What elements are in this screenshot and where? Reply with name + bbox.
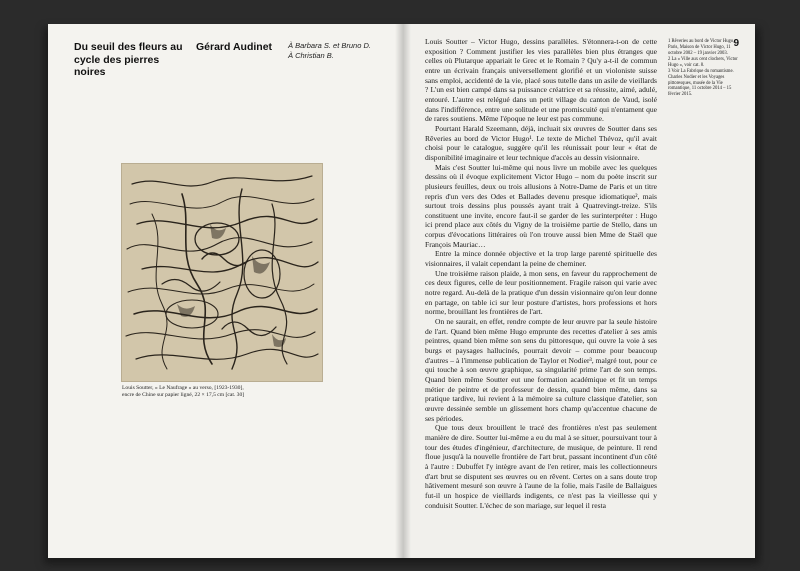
footnote: 2 La « Ville aux cent clochers, Victor Hugo », voir cat. 8. — [668, 56, 738, 68]
figure-caption — [122, 385, 337, 399]
caption-line: encre de Chine sur papier ligné, 22 × 17,5 cm [cat. 30] — [122, 392, 245, 399]
essay-body — [425, 37, 657, 510]
paragraph: Mais c'est Soutter lui-même qui nous livre un mobile avec les quelques dessins où il évoque explicitement Victor Hugo – nom du poète inscrit sur plusieurs feuilles, deux ou trois allusions à Notre-Dame de Paris et un titre repris d'un vers des Odes et Ballades devenu presque idiomatique², mais surtout trois dessins plus poussés ayant trait à Quatrevingt-treize. S'ils constituent une invite, encore faut-il se garder de les surinterpréter : Hugo ici prend place aux côtés du Vigny de la troisième partie de Stello, dans un corpus d'évocations littéraires où l'on trouve aussi bien Mme de Staël que François Mauriac… — [425, 162, 657, 249]
paragraph: Que tous deux brouillent le tracé des frontières n'est pas seulement manière de dire. Soutter lui-même a eu du mal à se situer, poursuivant tour à tour des études d'ingénieur, d'architecture, de musique, de peinture. Il rend floue jusqu'à la nouvelle frontière de l'art brut, passant incontinent d'un côté à l'autre : Dubuffet l'y intègre avant de l'en retirer, mais les collectionneurs d'art brut se disputent ses œuvres ou en rêvent. Certes on a sans doute trop hâtivement mesuré son œuvre à l'aune de la folie, mais l'asile de Ballaigues fut-il un hospice de vieillards indigents, ce n'est pas la vieillesse qui y conduisit Soutter. L'échec de son mariage, sur lequel il resta — [425, 423, 657, 510]
dedication-line: À Christian B. — [288, 50, 334, 60]
paragraph: Pourtant Harald Szeemann, déjà, incluait six œuvres de Soutter dans ses Rêveries au bord de Victor Hugo¹. Le texte de Michel Thévoz, qu'il avait choisi pour le catalogue, suggère qu'il les réunissait pour leur « état de disponibilité imaginaire et leur technique d'accès au dessin visionnaire. — [425, 123, 657, 162]
ink-drawing-illustration — [122, 164, 322, 381]
paragraph: On ne saurait, en effet, rendre compte de leur œuvre par la seule histoire de l'art. Quand bien même Hugo emprunte des recettes d'atelier à ses amis peintres, quand bien même son sens du pittoresque, qui ouvre la voie à ses burgs et paysages hallucinés, pourrait devoir – comme pour beaucoup d'autres – à l'immense publication de Taylor et Nodier³, malgré tout, pour ce qui touche à son œuvre graphique, sa singularité prime l'art de son temps. Quand bien même Soutter eut une formation académique et fit un temps métier de peintre et de professeur de dessin, quand bien même, dans sa pratique tardive, lui revient à la mémoire sa culture classique d'atelier, son œuvre dessinée semble un glissement hors champ qu'accentue chacune de ses périodes. — [425, 317, 657, 423]
dedication — [288, 41, 398, 60]
drawing-image — [122, 164, 322, 381]
left-page — [48, 24, 403, 558]
paragraph: Une troisième raison plaide, à mon sens, en faveur du rapprochement de ces deux figures, celle de leur positionnement. Fragile raison qui varie avec notre regard. Au-delà de la pratique d'un dessin visionnaire qu'on leur donne en partage, on table ici sur leur posture d'artistes, hors professions et hors norme, brouillant les frontières de l'art. — [425, 268, 657, 317]
author-name: Gérard Audinet — [196, 41, 273, 53]
footnotes — [668, 39, 742, 98]
caption-line: Louis Soutter, « Le Naufrage » au verso, [1923-1930], — [122, 385, 244, 391]
footnote: 1 Rêveries au bord de Victor Hugo, Paris, Maison de Victor Hugo, 11 octobre 2002 – 19 janvier 2003. — [668, 39, 735, 56]
footnote: 3 Voir La Fabrique du romantisme. Charles Nodier et les Voyages pittoresques, musée de la Vie romantique, 11 octobre 2014 – 15 février 2015. — [668, 68, 734, 98]
page-number: 9 — [733, 38, 739, 49]
right-page — [403, 24, 755, 558]
book-gutter — [395, 24, 411, 558]
dedication-line: À Barbara S. et Bruno D. — [288, 41, 371, 50]
paragraph: Entre la mince donnée objective et la trop large parenté spirituelle des visionnaires, il valait cependant la peine de cheminer. — [425, 249, 657, 269]
section-title: Du seuil des fleurs au cycle des pierres noires — [74, 41, 183, 78]
paragraph: Louis Soutter – Victor Hugo, dessins parallèles. S'étonnera-t-on de cette exposition ? Comment justifier les vies parallèles bien plus étranges que celles où Plutarque appariait le Grec et le Romain ? Qu'y a-t-il de commun entre un écrivain français universellement glorifié et un violoniste suisse sans emploi, accidenté de la vie, placé sous tutelle dans un asile de vieillards ? L'un est bien campé dans sa puissance créatrice et sa réussite, aimé, adulé, entouré. L'autre est relégué dans un petit village du canton de Vaud, isolé dans l'indifférence, entre une solitude et une promiscuité qui n'entament que de rares soutiens. Même l'époque ne leur est pas commune. — [425, 37, 657, 124]
